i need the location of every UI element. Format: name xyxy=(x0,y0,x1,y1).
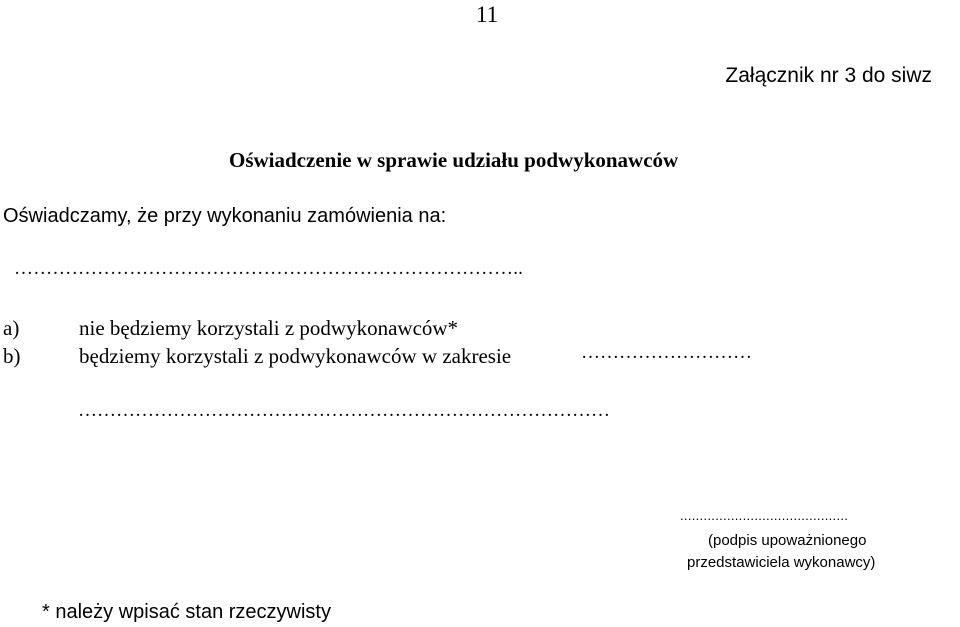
option-b-marker: b) xyxy=(3,344,21,368)
option-b-text: będziemy korzystali z podwykonawców w zakresie xyxy=(79,344,512,368)
document-title: Oświadczenie w sprawie udziału podwykonawców xyxy=(229,148,679,172)
annex-label: Załącznik nr 3 do siwz xyxy=(725,64,932,87)
footnote: * należy wpisać stan rzeczywisty xyxy=(42,601,331,623)
signature-caption-line-2: przedstawiciela wykonawcy) xyxy=(687,554,876,571)
option-a-marker: a) xyxy=(3,316,20,340)
option-a-text: nie będziemy korzystali z podwykonawców* xyxy=(79,316,459,340)
page-number: 11 xyxy=(476,2,499,27)
scope-placeholder-line-1: ……………………… xyxy=(581,342,752,363)
order-name-placeholder: …………………………………………………………………….. xyxy=(14,258,524,279)
scope-placeholder-line-2: ………………………………………………………………………… xyxy=(78,400,610,421)
intro-text: Oświadczamy, że przy wykonaniu zamówienia na: xyxy=(3,205,447,227)
signature-line: ........................................... xyxy=(680,508,849,523)
signature-caption-line-1: (podpis upoważnionego xyxy=(708,532,867,549)
